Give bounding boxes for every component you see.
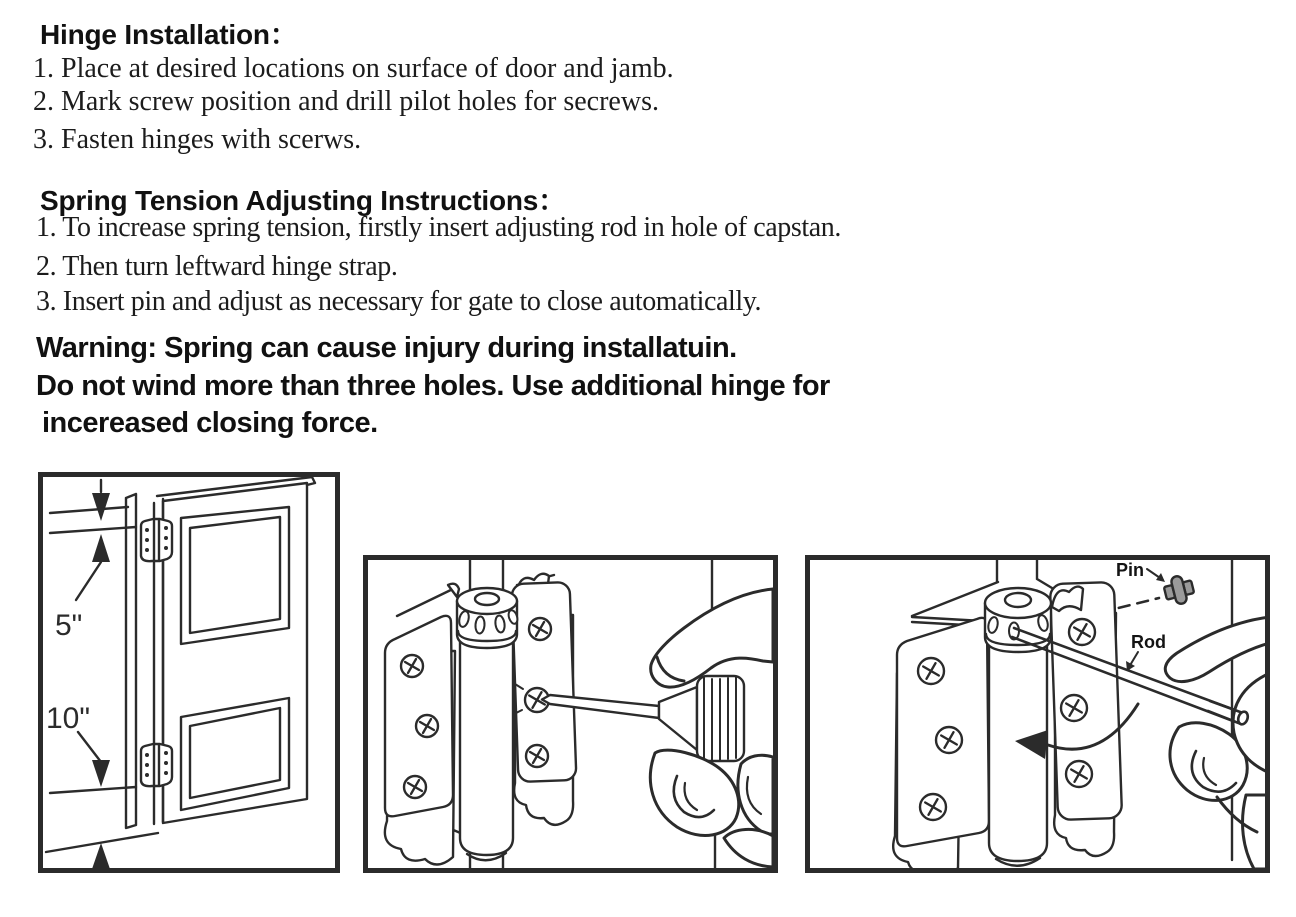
pin-label-arrow [1147,569,1165,582]
rod-label-arrow [1126,652,1138,671]
finger [738,755,773,834]
hinge-step-1: 1. Place at desired locations on surface of door and jamb. [33,53,674,84]
arrow-down-icon [92,760,110,787]
index-finger [1165,617,1270,682]
palm [724,829,773,867]
capstan [457,588,519,648]
hand [1165,617,1270,869]
spring-step-1: 1. To increase spring tension, firstly insert adjusting rod in hole of capstan. [36,212,841,243]
screw-fastening-illustration [363,555,778,873]
arrow-up-icon [92,843,110,869]
warning-line-1: Warning: Spring can cause injury during installatuin. [36,332,737,364]
spring-step-2: 2. Then turn leftward hinge strap. [36,251,398,282]
rod-label: Rod [1131,632,1166,652]
capstan [985,588,1051,652]
pin-label: Pin [1116,560,1145,580]
spring-cylinder [460,635,513,855]
hinge-bracket-top [141,519,172,561]
screw-fastening-figure [363,555,778,873]
spring-step-3: 3. Insert pin and adjust as necessary for gate to close automatically. [36,286,762,317]
door-placement-figure [38,472,340,873]
curled-finger [650,750,738,835]
gate-door [154,477,315,824]
hinge-installation-heading: Hinge Installation： [40,18,298,50]
warning-line-3: incereased closing force. [42,407,378,439]
door-jamb [126,494,136,828]
pin-graphic [1162,573,1196,607]
tension-adjusting-illustration [805,555,1270,873]
arrow-up-icon [92,534,110,562]
hinge-step-2: 2. Mark screw position and drill pilot holes for secrews. [33,86,659,117]
hinge-bracket-bottom [141,744,172,786]
tension-adjusting-figure [805,555,1270,873]
hinge-step-3: 3. Fasten hinges with scerws. [33,124,362,155]
warning-line-2: Do not wind more than three holes. Use additional hinge for [36,370,830,402]
door-placement-illustration [38,472,340,873]
spring-tension-heading: Spring Tension Adjusting Instructions： [40,185,566,217]
spring-hinge [385,582,577,864]
bottom-offset-dimension-label: 10" [46,702,91,735]
spring-hinge [893,582,1122,873]
top-offset-dimension-label: 5" [55,609,83,642]
arrow-down-icon [92,493,110,521]
